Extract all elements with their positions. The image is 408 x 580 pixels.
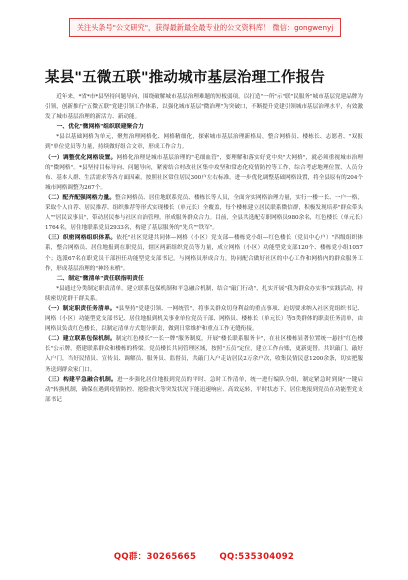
section-2-heading: 二、制定"微清单"责任联指明责任: [56, 275, 144, 282]
subsection-2-1-heading: （一）制定职责任务清单。: [45, 305, 116, 312]
qq-group-label: QQ群：30265665: [113, 552, 197, 562]
subsection-1-3-heading: （三）织密网格组织体系。: [45, 235, 117, 242]
intro-paragraph: 近年来，*省*市*县坚持问题导向，围绕破解城市基层治理难题的短板弱项，以打造"一所"示"联"民服务"城市基层党建品牌为引领，创新推行"五微五联"党建引领工作体系，以强化城市基层"微治理"为突破口，不断提升党建引领城市基层治理水平，有效激发了城市基层治理的新活力、新动能。: [45, 94, 363, 121]
subsection-2-3-text: 进一步强化居住地报到党员的平时、急时工作清单，统一进行编队分组，制定紧急时到岗"一键启动"转换机制，确保在遇到疫情防控、抢险救灾等突发状况下能迅速响应、高效运转，平时状态下，居住地报到党员在功能型党支部书记: [45, 376, 363, 403]
contact-footer: [0, 550, 408, 562]
subsection-2-2-text: 制定红色楼长"一长一牌"服务制度，开展"楼长联系服务卡"，在社区楼栋显著位置统一悬挂"红色楼长"公示牌，搭建联系群众和楼栋的桥梁。党员楼长共同管理区域，按照"五员"定位，建立工作台账，更新更替。共识敲门，敲好入户门，当好民情员、宣传员、调解员、服务员、监督员，共敲门入户走访居民2万余户次，收集民情民意1200余条，切实把服务送到群众家门口。: [45, 336, 363, 373]
subsection-1-1-heading: （一）调整优化网格设置。: [45, 154, 117, 161]
section-1-intro: *县以基础网格为单元，聚焦治理网格化、网格精细化，探索城市基层治理新格局，整合网格员、楼栋长、志愿者、"双报到"单位党员等力量，持续做好组合文章，形成工作合力。: [45, 134, 363, 151]
subsection-2-3-heading: （三）构建平急融合机制。: [45, 376, 117, 383]
section-2-intro: *县通过分类制定职责清单，建立联系包保机制和平急融合机制，结合"敲门行动"，扎实开展"我为群众办实事"实践活动，持续密切党群干群关系。: [45, 285, 363, 302]
subsection-2-1-text: *县坚持"党建引领、一网统管"，将事关群众切身利益的重点事项、迫切要求纳入社区党组织书记、网格（小区）功能型党支部书记、居住地报到机关事业单位党员干部、网格员、楼栋长（单元长）等5类群体的职责任务清单，由网格员负责红色楼长，以制定清单方式划分职责，做到日常维护和重点工作无缝衔接。: [45, 305, 363, 333]
document-body: [45, 92, 363, 542]
subsection-1-1-text: 网格化治理是城市基层治理的"毛细血管"，要理解和落实好党中央"大网格"，就必须重视城市治理的"微网格"。*县坚持目标导向、问题导向，紧密结合村改社区集中攻坚和常态化疫情防控等工作，综合考虑地理位置、人员分布、基本人群、生活需求等各方面因素，按照社区常住居民300户左右标准，进一步优化调整基础网格设置，将全县原有的204个城市网格调整为267个。: [45, 154, 363, 191]
subsection-1-2-heading: （二）配齐配强网格力量。: [45, 194, 116, 201]
section-1-heading: 一、优化"微网格"组织联建聚合力: [56, 124, 144, 131]
subsection-1-3-text: 依托"社区党建共同体—网格（小区）党支部—楼栋党小组—红色楼长（党员中心户）"四级组织体系，整合网格员、居住地报到在职党员，辖区两新组织党员等力量，成立网格（小区）功能型党支部120个、楼栋党小组1057个；选派67名在职党员干部担任功能型党支部书记，与网格员形成合力，协同配合做好社区的中心工作和网格内的群众服务工作，形成基层治理的"神经末梢"。: [45, 235, 363, 272]
page-title: 某县"五微五联"推动城市基层治理工作报告: [45, 70, 326, 86]
qq-label: QQ:535304092: [219, 552, 295, 562]
subsection-1-2-text: 整合网格员、居住地联系党员、楼栋长等人员，全面夯实网格治理力量，实行一楼一长、一户一格，采取个人自荐、居民推荐、组织推荐等形式实现楼长（单元长）全覆盖，每个楼栋建立居民联系微信群，积极发现培养"群众带头人""居民议事员"，带动居民参与社区自治管理，形成服务群众合力。目前，全县共选配专职网格员980余名，红色楼长（单元长）1764名，居住地联系党员2933名，构建了基层服务的"先兵""铁军"。: [45, 194, 363, 232]
promo-banner[interactable]: 关注头条号"公文研究"，获得最新最全最专业的公文资料库！ 微信：gongwenyj: [69, 18, 341, 37]
subsection-2-2-heading: （二）建立联系包保机制。: [45, 336, 116, 343]
